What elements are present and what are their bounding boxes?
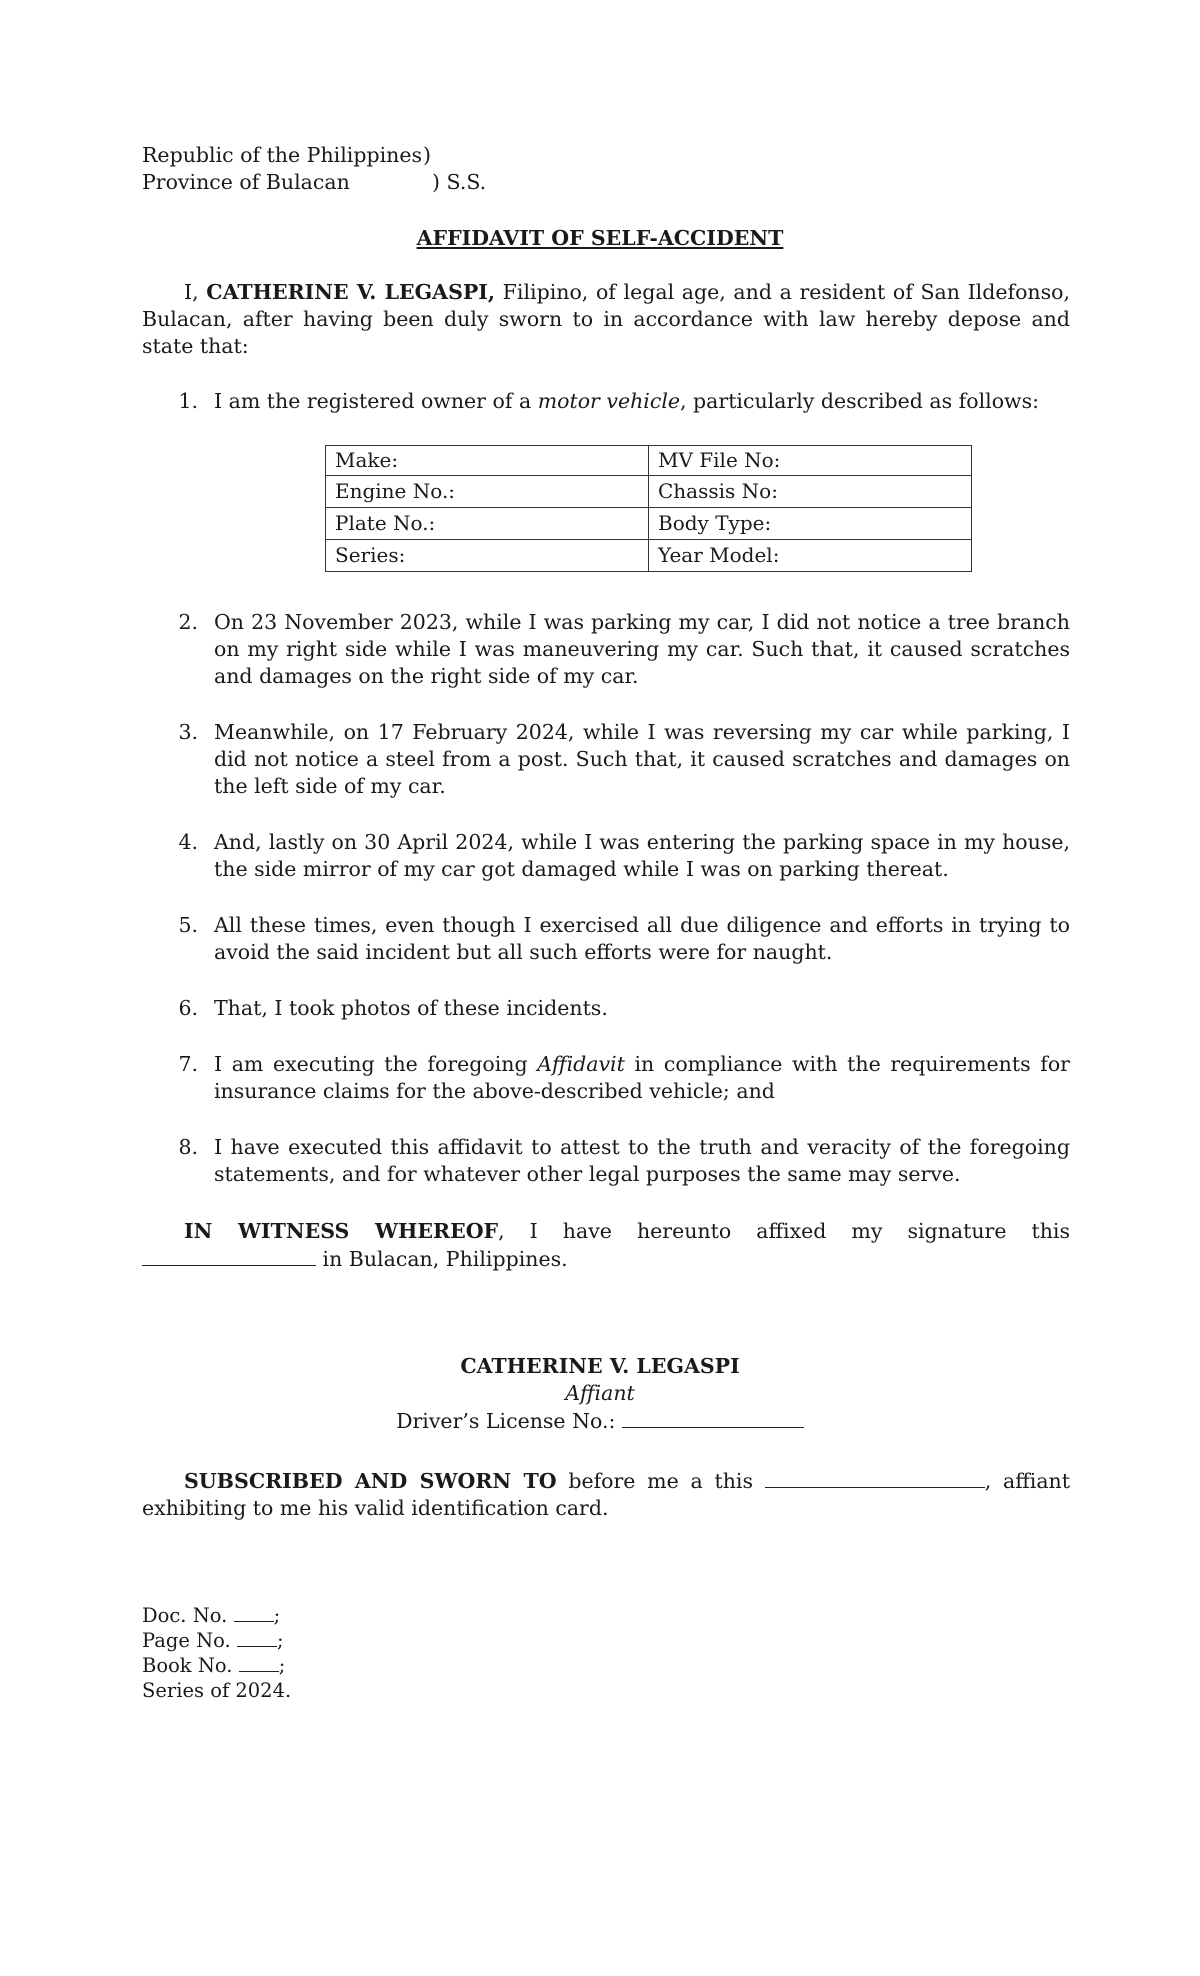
item-number: 6. xyxy=(178,996,198,1020)
item-number: 3. xyxy=(178,720,198,744)
item-text-em: Affidavit xyxy=(537,1052,625,1076)
jurat xyxy=(142,1467,1070,1522)
item-text xyxy=(214,1051,1070,1105)
item-number: 4. xyxy=(178,830,198,854)
affiant-name: CATHERINE V. LEGASPI xyxy=(460,1354,740,1378)
document-title: AFFIDAVIT OF SELF-ACCIDENT xyxy=(416,226,784,250)
book-no-label: Book No. xyxy=(142,1654,239,1677)
book-no-blank xyxy=(239,1653,279,1672)
table-row xyxy=(326,540,972,572)
item-text: That, I took photos of these incidents. xyxy=(214,996,608,1020)
table-cell: MV File No: xyxy=(649,446,972,476)
venue-province: Province of Bulacan xyxy=(142,170,350,194)
jurat-text: before me a this xyxy=(556,1469,765,1493)
doc-no-blank xyxy=(234,1603,274,1622)
license-blank xyxy=(622,1407,804,1428)
item-text: Meanwhile, on 17 February 2024, while I was reversing my car while parking, I did not notice a steel from a post. Such that, it caused scratches and damages on the left side of my car. xyxy=(214,720,1070,798)
item-number: 5. xyxy=(178,913,198,937)
table-row xyxy=(326,446,972,476)
license-line xyxy=(0,1407,1200,1435)
table-cell: Make: xyxy=(326,446,649,476)
item-text xyxy=(214,388,1070,415)
jurat-affiant: , affiant xyxy=(984,1469,1070,1493)
item-text: And, lastly on 30 April 2024, while I was entering the parking space in my house, the side mirror of my car got damaged while I was on parking thereat. xyxy=(214,830,1070,881)
witness-line-2 xyxy=(142,1245,1070,1273)
affiant-name-intro: CATHERINE V. LEGASPI, xyxy=(206,280,496,304)
venue-republic: Republic of the Philippines xyxy=(142,143,422,167)
item-number: 1. xyxy=(178,389,198,413)
table-row xyxy=(326,476,972,508)
jurat-line-1 xyxy=(142,1467,1070,1495)
item-text-post: , particularly described as follows: xyxy=(680,389,1040,413)
table-cell: Engine No.: xyxy=(326,476,649,508)
doc-no-end: ; xyxy=(273,1604,281,1627)
witness-line-1 xyxy=(142,1218,1070,1245)
page-no-end: ; xyxy=(276,1629,284,1652)
intro-paragraph xyxy=(142,279,1070,360)
doc-no xyxy=(142,1603,291,1628)
table-cell: Year Model: xyxy=(649,540,972,572)
table-cell: Chassis No: xyxy=(649,476,972,508)
page-no xyxy=(142,1628,291,1653)
series-year: Series of 2024. xyxy=(142,1679,292,1702)
item-number: 8. xyxy=(178,1135,198,1159)
table-cell: Plate No.: xyxy=(326,508,649,540)
page-no-label: Page No. xyxy=(142,1629,237,1652)
license-label: Driver’s License No.: xyxy=(396,1409,622,1433)
book-no xyxy=(142,1653,291,1678)
table-cell: Body Type: xyxy=(649,508,972,540)
item-text-pre: I am the registered owner of a xyxy=(214,389,538,413)
item-text: On 23 November 2023, while I was parking my car, I did not notice a tree branch on my right side while I was maneuvering my car. Such that, it caused scratches and damages on the right side of my car. xyxy=(214,610,1070,688)
table-cell: Series: xyxy=(326,540,649,572)
doc-no-label: Doc. No. xyxy=(142,1604,234,1627)
jurat-line-2: exhibiting to me his valid identification card. xyxy=(142,1496,609,1520)
vehicle-details-table xyxy=(325,445,972,572)
page-no-blank xyxy=(237,1628,277,1647)
venue-paren-1: ) xyxy=(423,143,431,167)
intro-text: Filipino, of legal age, and a resident of San Ildefonso, Bulacan, after having been duly sworn to in accordance with law hereby depose and state that: xyxy=(142,280,1070,358)
venue-block xyxy=(142,142,742,196)
item-text: I have executed this affidavit to attest to the truth and veracity of the foregoing statements, and for whatever other legal purposes the same may serve. xyxy=(214,1135,1070,1186)
item-text-em: motor vehicle xyxy=(537,389,681,413)
item-text-pre: I am executing the foregoing xyxy=(214,1052,538,1076)
item-text-post: in compliance with the requirements for insurance claims for the above-described vehicle; and xyxy=(214,1052,1070,1103)
item-number: 7. xyxy=(178,1052,198,1076)
witness-place: in Bulacan, Philippines. xyxy=(316,1247,568,1271)
date-blank xyxy=(142,1245,316,1266)
item-text: All these times, even though I exercised all due diligence and efforts in trying to avoid the said incident but all such efforts were for naught. xyxy=(214,913,1070,964)
witness-bold: IN WITNESS WHEREOF xyxy=(184,1219,499,1243)
table-row xyxy=(326,508,972,540)
venue-ss: ) S.S. xyxy=(432,170,487,194)
affiant-role: Affiant xyxy=(565,1381,635,1405)
intro-prefix: I, xyxy=(184,280,207,304)
notarial-register xyxy=(142,1603,291,1703)
jurat-bold: SUBSCRIBED AND SWORN TO xyxy=(184,1469,557,1493)
witness-text: , I have hereunto affixed my signature this xyxy=(498,1219,1070,1243)
jurat-date-blank xyxy=(765,1467,985,1488)
book-no-end: ; xyxy=(278,1654,286,1677)
witness-clause xyxy=(142,1218,1070,1273)
item-number: 2. xyxy=(178,610,198,634)
signature-block xyxy=(0,1353,1200,1435)
